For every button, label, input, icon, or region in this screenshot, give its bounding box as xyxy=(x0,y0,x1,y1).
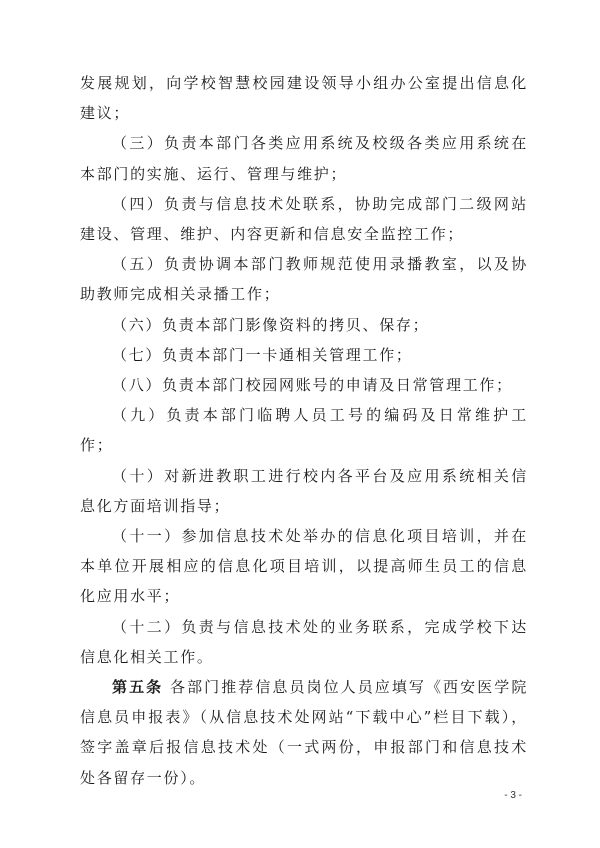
duty-item-11: （十一）参加信息技术处举办的信息化项目培训，并在本单位开展相应的信息化项目培训，以提高师生员工的信息化应用水平； xyxy=(80,527,528,606)
document-body xyxy=(80,68,528,793)
duty-item-12: （十二）负责与信息技术处的业务联系，完成学校下达信息化相关工作。 xyxy=(80,617,528,666)
article-5-text: 各部门推荐信息员岗位人员应填写《西安医学院信息员申报表》（从信息技术处网站“下载中心”栏目下载），签字盖章后报信息技术处（一式两份，申报部门和信息技术处各留存一份）。 xyxy=(80,678,529,787)
duty-item-5: （五）负责协调本部门教师规范使用录播教室，以及协助教师完成相关录播工作； xyxy=(80,255,528,304)
duty-item-8: （八）负责本部门校园网账号的申请及日常管理工作； xyxy=(112,376,513,395)
duty-item-7: （七）负责本部门一卡通相关管理工作； xyxy=(112,345,413,364)
duty-item-9: （九）负责本部门临聘人员工号的编码及日常维护工作； xyxy=(80,406,528,455)
duty-item-3: （三）负责本部门各类应用系统及校级各类应用系统在本部门的实施、运行、管理与维护； xyxy=(80,134,528,183)
duty-item-6: （六）负责本部门影像资料的拷贝、保存； xyxy=(112,315,430,334)
duty-item-4: （四）负责与信息技术处联系，协助完成部门二级网站建设、管理、维护、内容更新和信息安全监控工作； xyxy=(80,194,528,244)
article-5-title: 第五条 xyxy=(112,678,164,697)
article-5 xyxy=(80,672,528,793)
page-number: - 3 - xyxy=(504,790,522,801)
duty-item-10: （十）对新进教职工进行校内各平台及应用系统相关信息化方面培训指导； xyxy=(80,466,528,515)
paragraph-continuation: 发展规划，向学校智慧校园建设领导小组办公室提出信息化建议； xyxy=(80,74,528,123)
